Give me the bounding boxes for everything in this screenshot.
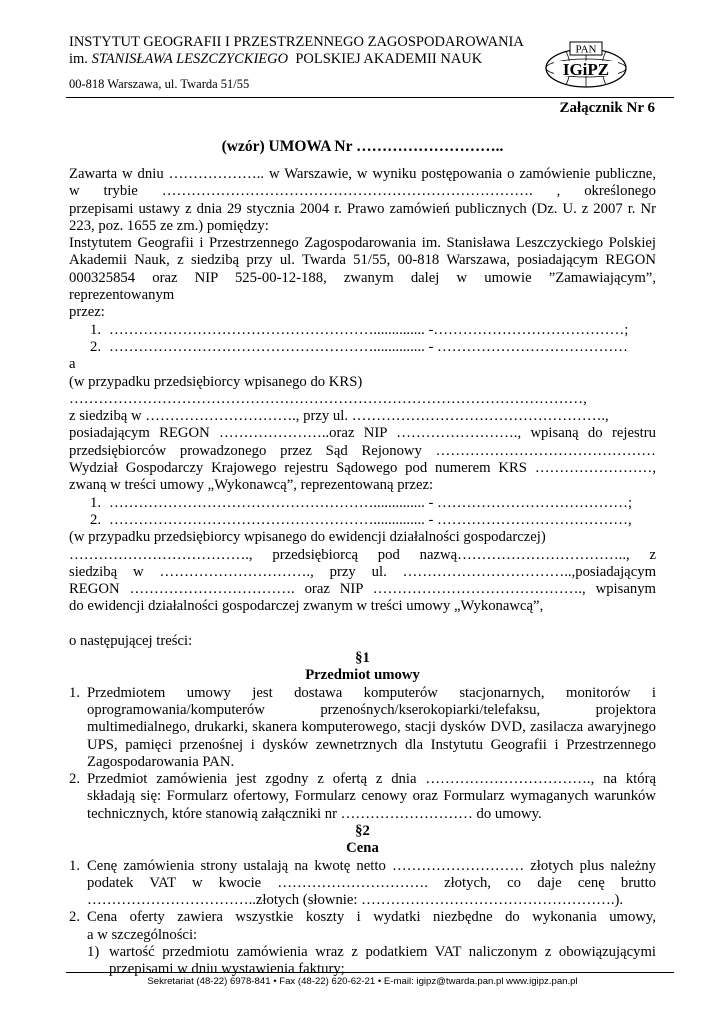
representative-row: 1. ……………………………………………….............. - …………………………………; (89, 494, 633, 511)
text-line: w trybie …………………………………………………………………. , określonego (69, 183, 656, 200)
footer-rule (66, 972, 674, 973)
text-line: REGON ……………………………. oraz NIP ……………………………………., wpisanym (69, 581, 656, 598)
representative-row: 2. ……………………………………………….............. - …………………………………, (89, 511, 632, 528)
list-item: 1. Cenę zamówienia strony ustalają na kwotę netto ……………………… złotych plus należny podatek VAT w kwocie …………………………. złotych, co daje cenę brutto ……………………………..złotych (słownie: …………………………………………….). (69, 857, 656, 909)
institute-address: 00-818 Warszawa, ul. Twarda 51/55 (69, 77, 250, 91)
text-line: a (69, 356, 76, 373)
logo-top-text: PAN (575, 43, 597, 56)
sub-list-item: 1) wartość przedmiotu zamówienia wraz z podatkiem VAT naliczonym z obowiązującymi przepisami w dniu wystawienia faktury; (87, 944, 656, 978)
text-line: posiadającym REGON …………………..oraz NIP ……………………., wpisaną do rejestru (69, 425, 656, 442)
text-line: Zawarta w dniu ……………….. w Warszawie, w wyniku postępowania o zamówienie publiczne, (69, 166, 656, 182)
list-item: 2. Cena oferty zawiera wszystkie koszty i wydatki niezbędne do wykonania umowy, a w szczególności: (69, 909, 656, 943)
section-2-number: §2 (355, 822, 370, 839)
section-1-number: §1 (355, 650, 370, 667)
contract-body (69, 166, 656, 979)
igipz-pan-logo (544, 40, 628, 90)
list-item: 2. Przedmiot zamówienia jest zgodny z ofertą z dnia ……………………………., na którą składają się: Formularz ofertowy, Formularz cenowy oraz Formularz wymaganych warunków technicznych, które stanowią załączniki nr ……………………… do umowy. (69, 771, 656, 822)
text-line: Instytutem Geografii i Przestrzennego Zagospodarowania im. Stanisława Leszczyckiego Polskiej (69, 235, 656, 252)
institute-name: INSTYTUT GEOGRAFII I PRZESTRZENNEGO ZAGOSPODAROWANIA (69, 34, 524, 50)
text-line: przedsiębiorców prowadzonego przez Sąd Rejonowy ……………………………………… (69, 442, 656, 459)
text-line: o następującej treści: (69, 632, 193, 649)
text-line: z siedzibą w …………………………., przy ul. ……………………………………………., (69, 408, 609, 425)
representative-row: 1. ……………………………………………….............. -…………………………………; (89, 321, 629, 338)
representative-row: 2. ……………………………………………….............. - ………………………………… (89, 338, 628, 355)
logo-main-text: IGiPZ (562, 60, 610, 79)
text-line: (w przypadku przedsiębiorcy wpisanego do ewidencji działalności gospodarczej) (69, 529, 546, 546)
text-line: Akademii Nauk, z siedzibą przy ul. Twarda 51/55, 00-818 Warszawa, posiadającym REGON (69, 252, 656, 269)
text-line: siedzibą w …………………………., przy ul. ……………………………..,posiadającym (69, 563, 656, 580)
text-line: ……………………………………………………………………………………………, (69, 390, 587, 407)
text-line: przepisami ustawy z dnia 29 stycznia 2004 r. Prawo zamówień publicznych (Dz. U. z 2007 r. Nr (69, 200, 656, 217)
text-line: 223, poz. 1655 ze zm.) pomiędzy: (69, 217, 269, 234)
text-line: ………………………………., przedsiębiorcą pod nazwą…………………………….., z (69, 546, 656, 563)
footer-contact: Sekretariat (48-22) 6978-841 • Fax (48-22) 620-62-21 • E-mail: igipz@twarda.pan.pl www.igipz.pan.pl (147, 976, 578, 987)
text-line: (w przypadku przedsiębiorcy wpisanego do KRS) (69, 373, 363, 390)
institute-patron: im. STANISŁAWA LESZCZYCKIEGO POLSKIEJ AKADEMII NAUK (69, 51, 483, 67)
contract-title: (wzór) UMOWA Nr ……………………….. (221, 138, 504, 155)
annex-label: Załącznik Nr 6 (559, 100, 655, 116)
list-item: 1. Przedmiotem umowy jest dostawa komputerów stacjonarnych, monitorów i oprogramowania/komputerów przenośnych/kserokopiarki/telefaksu, projektora multimedialnego, drukarki, skanera komputerowego, stacji dysków DVD, zasilacza awaryjnego UPS, pamięci przenośnej i dysków zewnetrznych dla Instytutu Geografii i Przestrzennego Zagospodarowania PAN. (69, 684, 656, 770)
text-line: przez: (69, 304, 105, 321)
text-line: Wydział Gospodarczy Krajowego rejestru Sądowego pod numerem KRS ……………………, (69, 460, 656, 477)
header-rule (66, 97, 674, 98)
text-line: 000325854 oraz NIP 525-00-12-188, zwanym dalej w umowie ”Zamawiającym”, reprezentowanym (69, 269, 656, 304)
section-1-title: Przedmiot umowy (305, 667, 420, 684)
section-2-title: Cena (346, 840, 379, 857)
text-line: do ewidencji działalności gospodarczej zwanym w treści umowy „Wykonawcą”, (69, 598, 544, 615)
text-line: zwaną w treści umowy „Wykonawcą”, reprezentowaną przez: (69, 477, 434, 494)
